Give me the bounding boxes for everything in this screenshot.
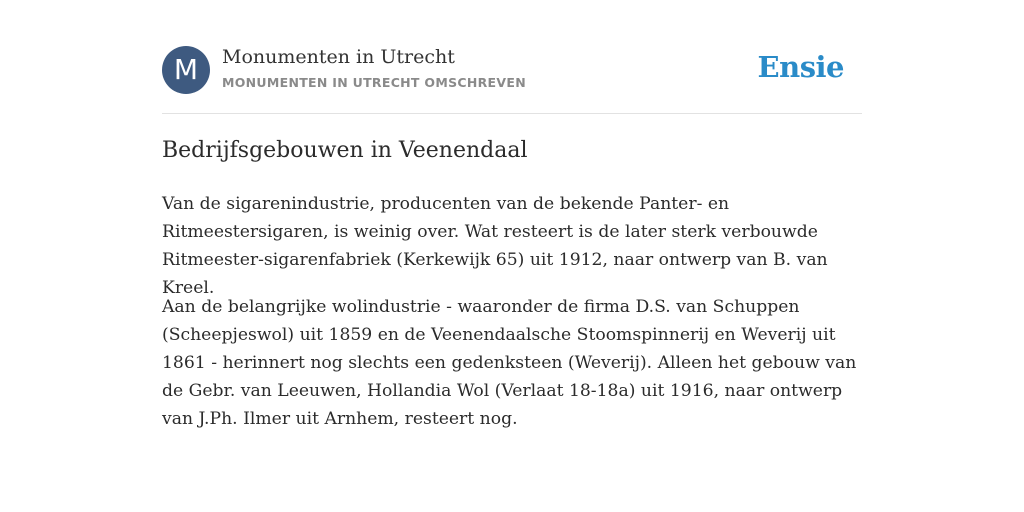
- brand-logo[interactable]: Ensie: [757, 50, 844, 84]
- site-subtitle: MONUMENTEN IN UTRECHT OMSCHREVEN: [222, 75, 526, 90]
- header-divider: [162, 113, 862, 114]
- avatar[interactable]: M: [162, 46, 210, 94]
- page-container: [162, 46, 862, 429]
- article-paragraph: Van de sigarenindustrie, producenten van de bekende Panter- en Ritmeestersigaren, is weinig over. Wat resteert is de later sterk verbouwde Ritmeester-sigarenfabriek (Kerkewijk 65) uit 1912, naar ontwerp van B. van Kreel.: [162, 194, 828, 298]
- site-title[interactable]: Monumenten in Utrecht: [222, 46, 455, 68]
- article-paragraph: Aan de belangrijke wolindustrie - waaronder de firma D.S. van Schuppen (Scheepjeswol) uit 1859 en de Veenendaalsche Stoomspinnerij en Weverij uit 1861 - herinnert nog slechts een gedenksteen (Weverij). Alleen het gebouw van de Gebr. van Leeuwen, Hollandia Wol (Verlaat 18-18a) uit 1916, naar ontwerp van J.Ph. Ilmer uit Arnhem, resteert nog.: [162, 297, 857, 429]
- site-header: [162, 46, 862, 96]
- article-title: Bedrijfsgebouwen in Veenendaal: [162, 138, 528, 163]
